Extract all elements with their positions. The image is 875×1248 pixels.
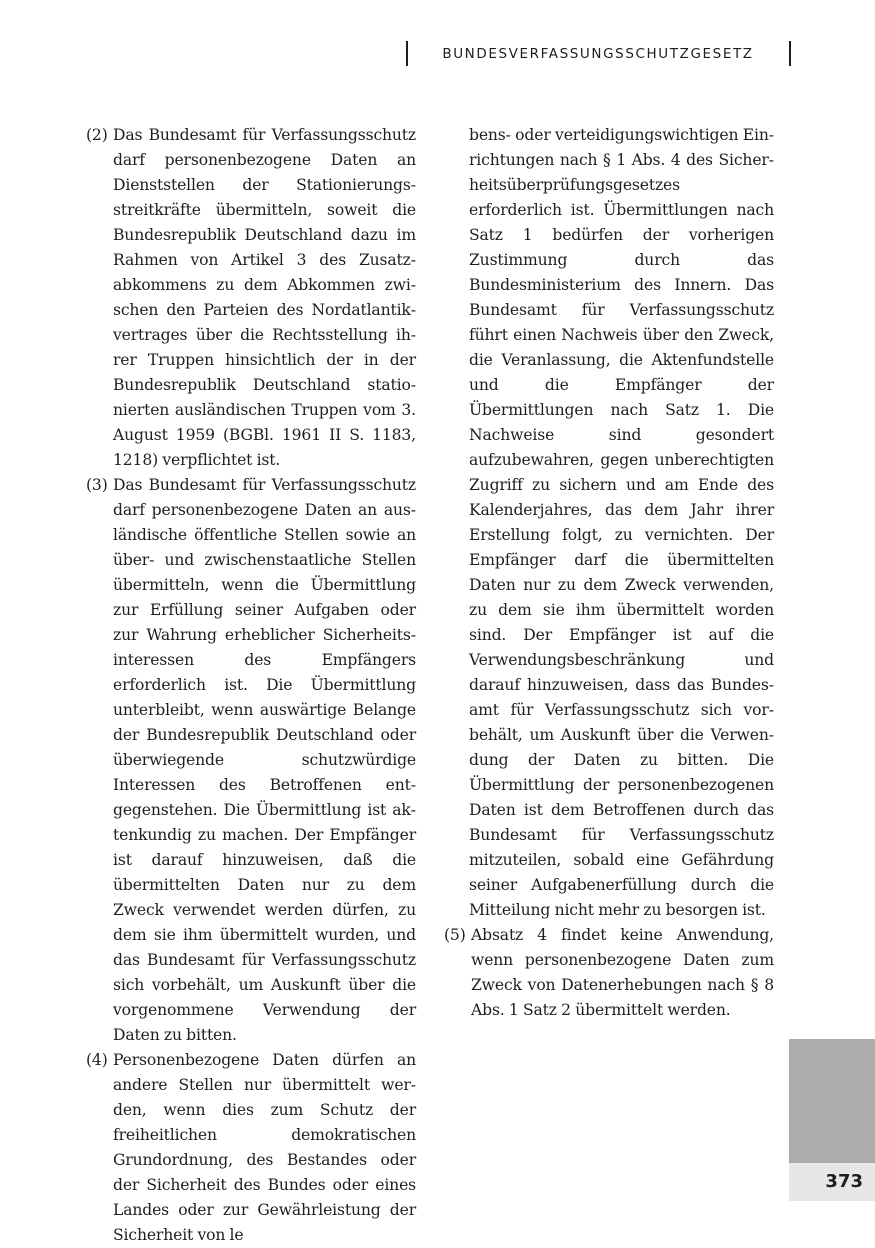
page-number-box [789,1163,875,1201]
paragraph-2 [86,123,416,473]
paragraph-number: (2) [86,126,108,144]
paragraph-4-continued [444,123,774,923]
paragraph-number: (3) [86,476,108,494]
paragraph-number: (4) [86,1051,108,1069]
right-column [444,123,774,1023]
paragraph-number: (5) [444,926,466,944]
left-column [86,123,416,1248]
paragraph-text: bens- oder verteidigungswichtigen Einrichtungen nach § 1 Abs. 4 des Sicherheitsüberprüfungsgesetzes erforderlich ist. Übermittlungen nach Satz 1 bedürfen der vorherigen Zustimmung durch das Bundesministerium des Innern. Das Bundesamt für Verfassungsschutz führt einen Nachweis über den Zweck, die Veranlassung, die Aktenfundstelle und die Empfänger der Übermittlungen nach Satz 1. Die Nachweise sind gesondert aufzubewahren, gegen unberechtigten Zugriff zu sichern und am Ende des Kalenderjahres, das dem Jahr ihrer Erstellung folgt, zu vernichten. Der Empfänger darf die übermittelten Daten nur zu dem Zweck verwenden, zu dem sie ihm übermittelt worden sind. Der Empfänger ist auf die Verwendungsbeschränkung und darauf hinzuweisen, dass das Bundesamt für Verfassungsschutz sich vorbehält, um Auskunft über die Verwendung der Daten zu bitten. Die Übermittlung der personenbezogenen Daten ist dem Betroffenen durch das Bundesamt für Verfassungsschutz mitzuteilen, sobald eine Gefährdung seiner Aufgabenerfüllung durch die Mitteilung nicht mehr zu besorgen ist. [469,126,774,919]
chapter-side-tab [789,1039,875,1163]
paragraph-text: Personenbezogene Daten dürfen an andere Stellen nur übermittelt werden, wenn dies zum Schutz der freiheitlichen demokratischen Grundordnung, des Bestandes oder der Sicherheit des Bundes oder eines Landes oder zur Gewährleistung der Sicherheit von le [113,1051,416,1244]
paragraph-text: Das Bundesamt für Verfassungsschutz darf personenbezogene Daten an Dienststellen der Stationierungsstreitkräfte übermitteln, soweit die Bundesrepublik Deutschland dazu im Rahmen von Artikel 3 des Zusatzabkommens zu dem Abkommen zwischen den Parteien des Nordatlantikvertrages über die Rechtsstellung ihrer Truppen hinsichtlich der in der Bundesrepublik Deutschland stationierten ausländischen Truppen vom 3. August 1959 (BGBl. 1961 II S. 1183, 1218) verpflichtet ist. [113,126,416,469]
paragraph-text: Absatz 4 findet keine Anwendung, wenn personenbezogene Daten zum Zweck von Datenerhebungen nach § 8 Abs. 1 Satz 2 übermittelt werden. [471,926,774,1019]
page-number: 373 [825,1171,863,1192]
paragraph-3 [86,473,416,1048]
paragraph-text: Das Bundesamt für Verfassungsschutz darf personenbezogene Daten an ausländische öffentliche Stellen sowie an über- und zwischenstaatliche Stellen übermitteln, wenn die Übermittlung zur Erfüllung seiner Aufgaben oder zur Wahrung erheblicher Sicherheitsinteressen des Empfängers erforderlich ist. Die Übermittlung unterbleibt, wenn auswärtige Belange der Bundesrepublik Deutschland oder überwiegende schutzwürdige Interessen des Betroffenen entgegenstehen. Die Übermittlung ist aktenkundig zu machen. Der Empfänger ist darauf hinzuweisen, daß die übermittelten Daten nur zu dem Zweck verwendet werden dürfen, zu dem sie ihm übermittelt wurden, und das Bundesamt für Verfassungsschutz sich vorbehält, um Auskunft über die vorgenommene Verwendung der Daten zu bitten. [113,476,416,1044]
paragraph-5 [444,923,774,1023]
paragraph-4 [86,1048,416,1248]
running-header-title: BUNDESVERFASSUNGSSCHUTZGESETZ [442,46,754,62]
